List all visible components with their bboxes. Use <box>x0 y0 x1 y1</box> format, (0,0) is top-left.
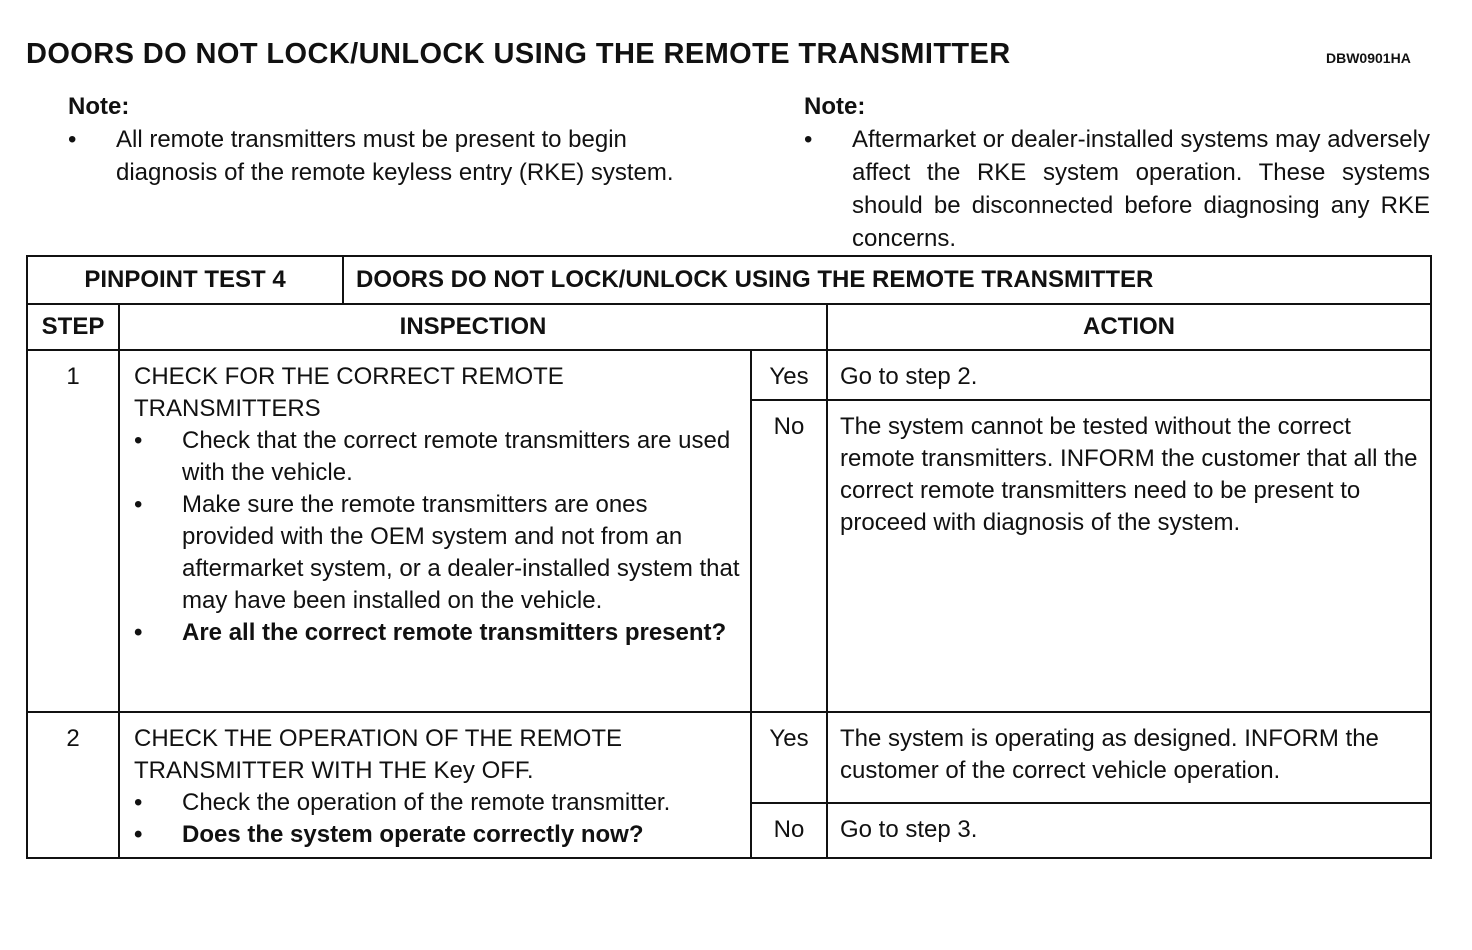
note-text: Aftermarket or dealer-installed systems may adversely affect the RKE system operation. These systems should be disconnected before diagnosing any RKE concerns. <box>852 126 1430 252</box>
action-text: Go to step 2. <box>827 350 1431 400</box>
pinpoint-header-row <box>27 256 1431 304</box>
check-item <box>134 425 742 489</box>
note-label: Note: <box>68 93 130 120</box>
question-text: Are all the correct remote transmitters present? <box>182 619 727 646</box>
bullet-icon: • <box>134 491 143 518</box>
question-text: Does the system operate correctly now? <box>182 821 644 848</box>
step-column-header: STEP <box>27 304 119 350</box>
step-inspection <box>119 350 751 712</box>
pinpoint-test-title: DOORS DO NOT LOCK/UNLOCK USING THE REMOTE TRANSMITTER <box>343 256 1431 304</box>
document-code: DBW0901HA <box>1326 50 1411 66</box>
note-label: Note: <box>804 93 866 120</box>
check-text: Check the operation of the remote transmitter. <box>182 789 671 816</box>
inspection-column-header: INSPECTION <box>119 304 827 350</box>
step-heading: CHECK FOR THE CORRECT REMOTE TRANSMITTERS <box>134 363 564 422</box>
column-header-row <box>27 304 1431 350</box>
answer-no: No <box>751 803 827 858</box>
note-item <box>68 123 708 189</box>
bullet-icon: • <box>68 126 77 153</box>
step-number: 1 <box>27 350 119 712</box>
pinpoint-test-label: PINPOINT TEST 4 <box>27 256 343 304</box>
step-inspection <box>119 712 751 858</box>
step-number: 2 <box>27 712 119 858</box>
action-text: The system is operating as designed. INFORM the customer of the correct vehicle operation. <box>827 712 1431 803</box>
check-text: Make sure the remote transmitters are ones provided with the OEM system and not from an aftermarket system, or a dealer-installed system that may have been installed on the vehicle. <box>182 491 740 614</box>
pinpoint-test-table <box>26 255 1432 859</box>
action-column-header: ACTION <box>827 304 1431 350</box>
bullet-icon: • <box>134 619 143 646</box>
note-text: All remote transmitters must be present to begin diagnosis of the remote keyless entry (RKE) system. <box>116 126 674 186</box>
action-text: Go to step 3. <box>827 803 1431 858</box>
note-remote-transmitters <box>68 90 708 189</box>
action-text: The system cannot be tested without the correct remote transmitters. INFORM the customer that all the correct remote transmitters need to be present to proceed with diagnosis of the system. <box>827 400 1431 712</box>
bullet-icon: • <box>134 821 143 848</box>
check-question <box>134 819 742 851</box>
answer-yes: Yes <box>751 350 827 400</box>
bullet-icon: • <box>134 789 143 816</box>
table-row <box>27 350 1431 400</box>
check-text: Check that the correct remote transmitters are used with the vehicle. <box>182 427 731 486</box>
note-item <box>804 123 1430 255</box>
bullet-icon: • <box>134 427 143 454</box>
step-heading: CHECK THE OPERATION OF THE REMOTE TRANSMITTER WITH THE Key OFF. <box>134 725 623 784</box>
table-row <box>27 712 1431 803</box>
check-item <box>134 787 742 819</box>
check-item <box>134 489 742 617</box>
answer-yes: Yes <box>751 712 827 803</box>
answer-no: No <box>751 400 827 712</box>
bullet-icon: • <box>804 126 813 153</box>
note-aftermarket-systems <box>804 90 1430 255</box>
check-question <box>134 617 742 649</box>
page-title: DOORS DO NOT LOCK/UNLOCK USING THE REMOTE TRANSMITTER <box>26 38 1011 70</box>
